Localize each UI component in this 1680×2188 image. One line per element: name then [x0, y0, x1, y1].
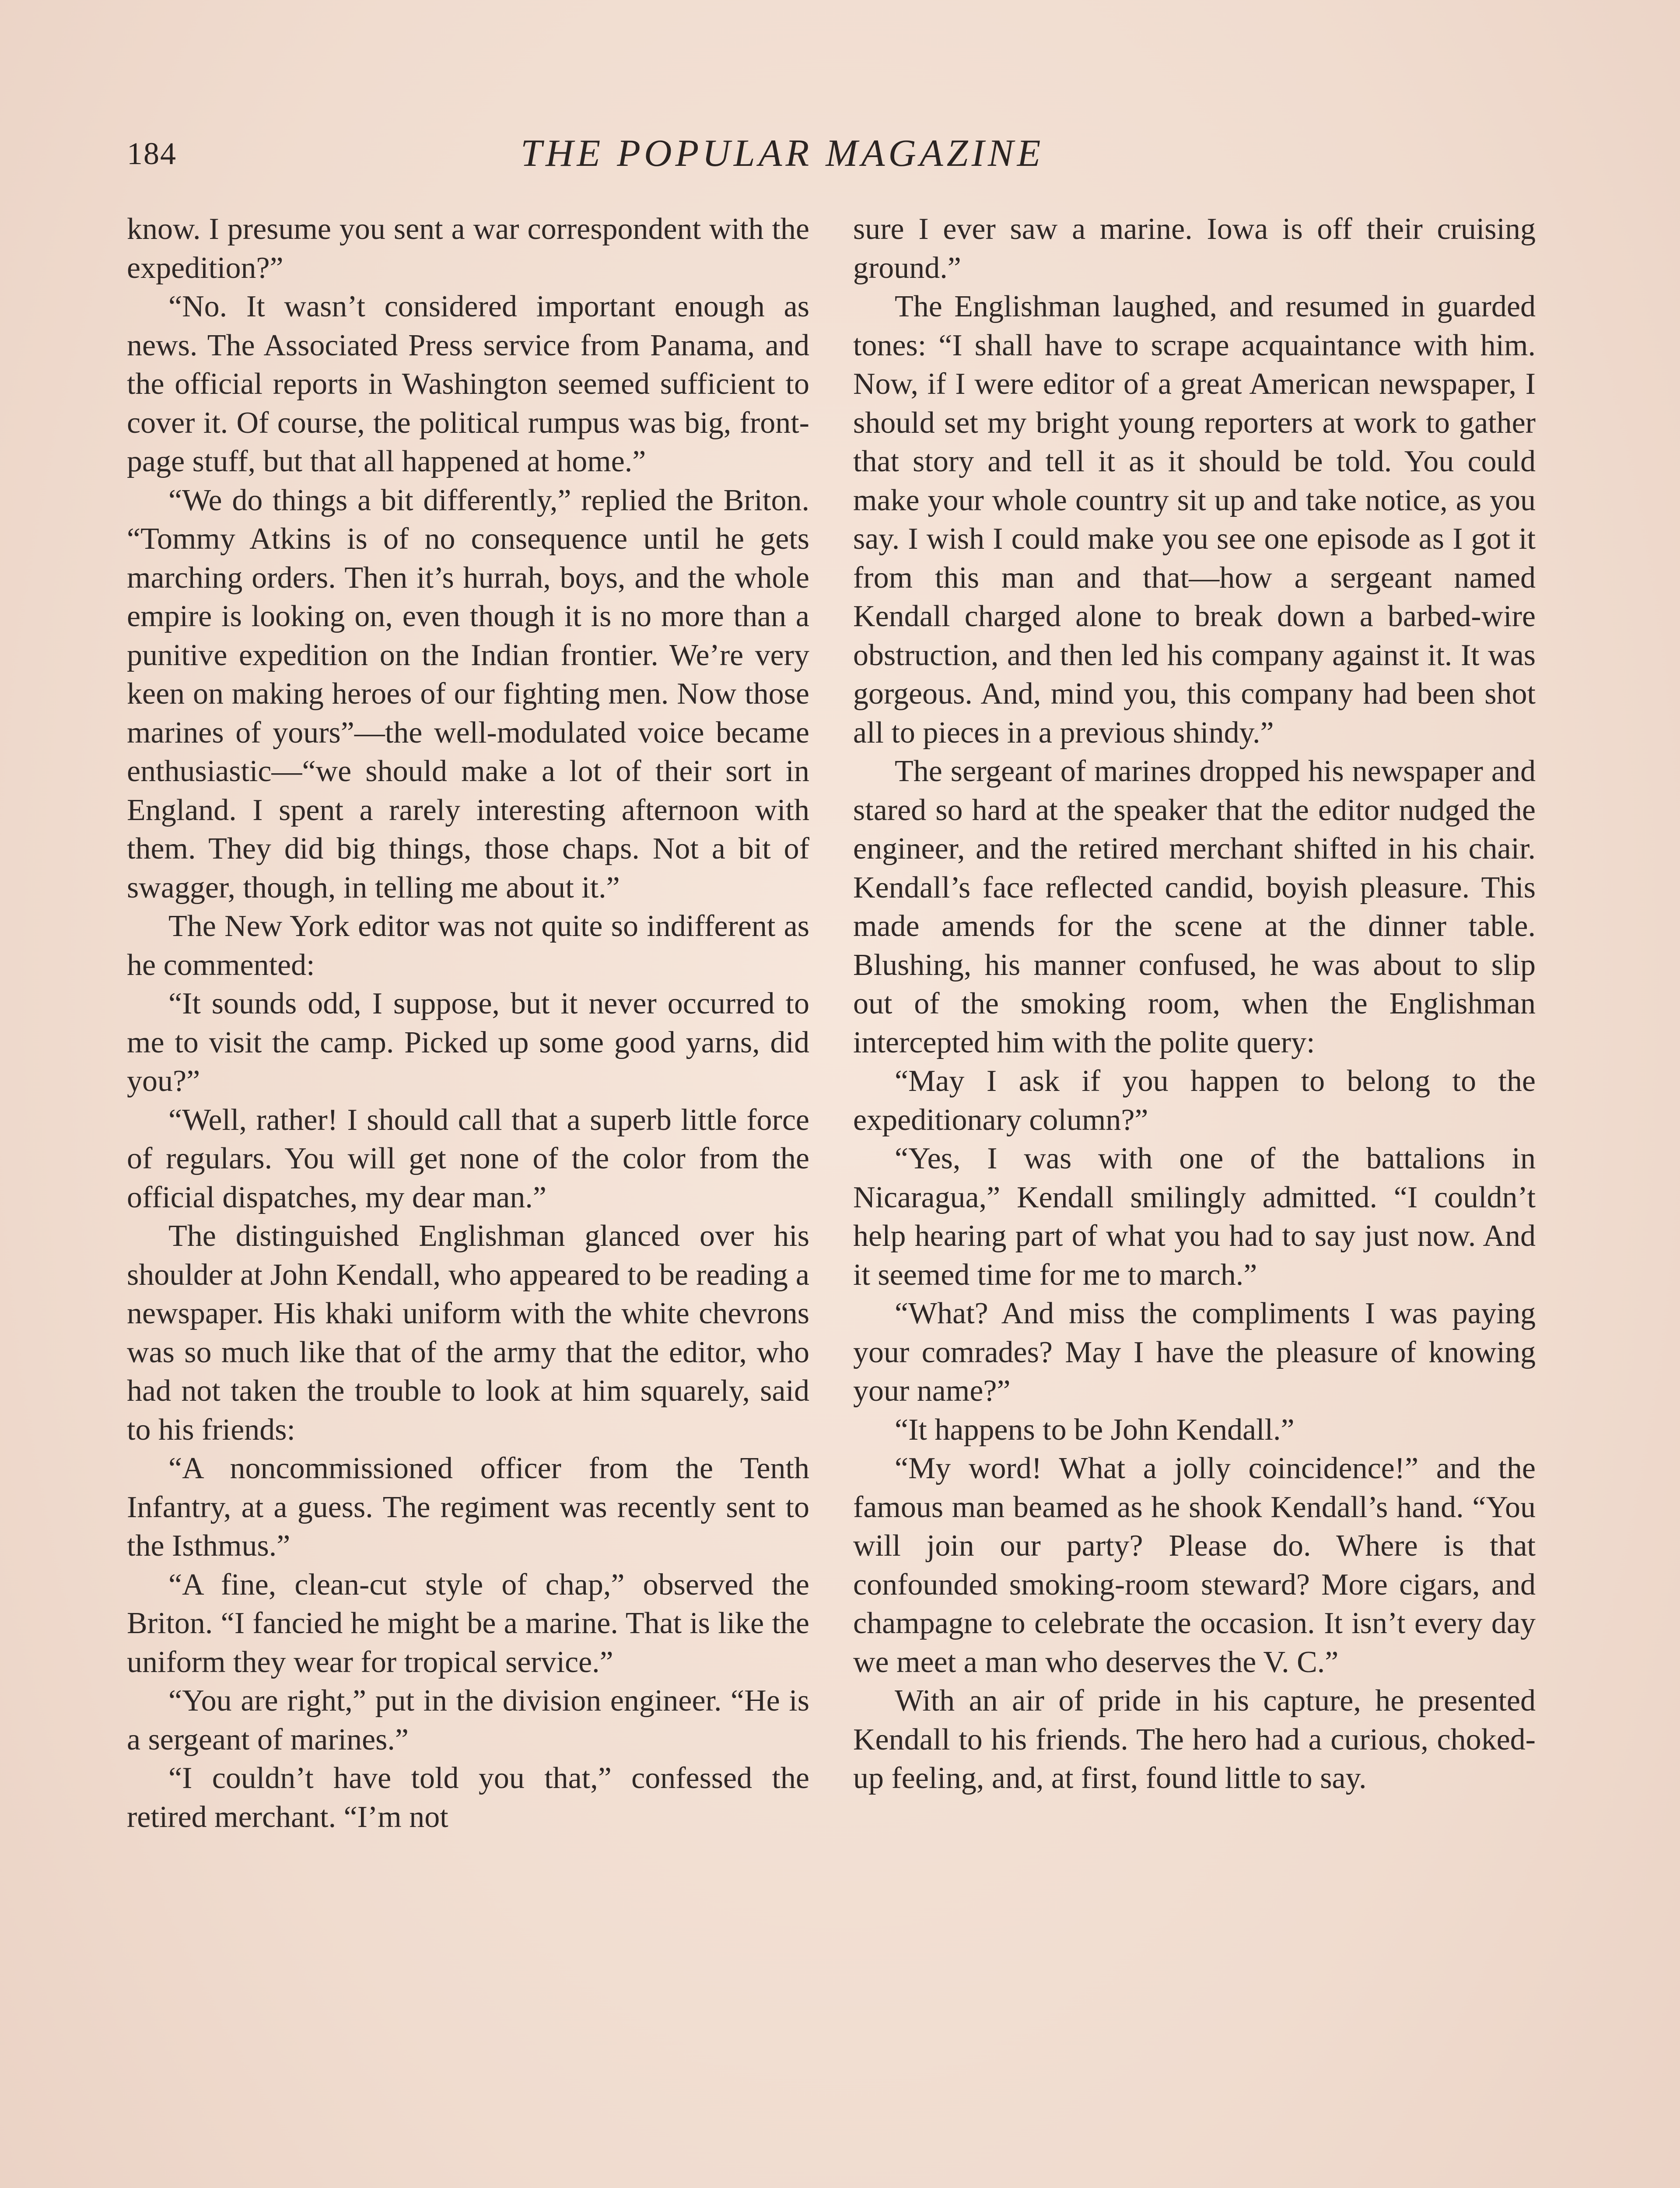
paragraph: “We do things a bit differently,” replied the Briton. “Tommy Atkins is of no consequence until he gets marching orders. Then it’s hurrah, boys, and the whole empire is looking on, even though it is no more than a punitive expedition on the Indian frontier. We’re very keen on making heroes of our fighting men. Now those marines of yours”—the well-modulated voice became enthusiastic—“we should make a lot of their sort in England. I spent a rarely interesting afternoon with them. They did big things, those chaps. Not a bit of swagger, though, in telling me about it.” [127, 483, 809, 905]
paragraph: The sergeant of marines dropped his newspaper and stared so hard at the speaker that the editor nudged the engineer, and the retired merchant shifted in his chair. Kendall’s face reflected candid, boyish pleasure. This made amends for the scene at the dinner table. Blushing, his manner confused, he was about to slip out of the smoking room, when the Englishman intercepted him with the polite query: [853, 754, 1536, 1059]
paragraph: “My word! What a jolly coincidence!” and the famous man beamed as he shook Kendall’s hand. “You will join our party? Please do. Where is that confounded smoking-room steward? More cigars, and champagne to celebrate the occasion. It isn’t every day we meet a man who deserves the V. C.” [853, 1452, 1536, 1679]
paragraph: “May I ask if you happen to belong to the expeditionary column?” [853, 1064, 1536, 1137]
paragraph: “What? And miss the compliments I was paying your comrades? May I have the pleasure of knowing your name?” [853, 1297, 1536, 1408]
paragraph: “It happens to be John Kendall.” [895, 1413, 1295, 1447]
paragraph: With an air of pride in his capture, he presented Kendall to his friends. The hero had a curious, choked-up feeling, and, at first, found little to say. [853, 1684, 1536, 1795]
paragraph: “A noncommissioned officer from the Tenth Infantry, at a guess. The regiment was recently sent to the Isthmus.” [127, 1452, 809, 1563]
paragraph: “Well, rather! I should call that a superb little force of regulars. You will get none of the color from the official dispatches, my dear man.” [127, 1103, 809, 1214]
paragraph: “No. It wasn’t considered important enough as news. The Associated Press service from Panama, and the official reports in Washington seemed sufficient to cover it. Of course, the political rumpus was big, front-page stuff, but that all happened at home.” [127, 290, 809, 478]
text-column-right [853, 210, 1536, 2188]
paragraph: The New York editor was not quite so indifferent as he commented: [127, 909, 809, 982]
running-title: THE POPULAR MAGAZINE [521, 132, 1044, 175]
paragraph: “You are right,” put in the division engineer. “He is a sergeant of marines.” [127, 1684, 809, 1757]
paragraph: “I couldn’t have told you that,” confessed the retired merchant. “I’m not [127, 1761, 809, 1834]
paragraph: sure I ever saw a marine. Iowa is off their cruising ground.” [853, 212, 1536, 285]
paragraph: The distinguished Englishman glanced over his shoulder at John Kendall, who appeared to be reading a newspaper. His khaki uniform with the white chevrons was so much like that of the army that the editor, who had not taken the trouble to look at him squarely, said to his friends: [127, 1219, 809, 1447]
paragraph: “Yes, I was with one of the battalions in Nicaragua,” Kendall smilingly admitted. “I couldn’t help hearing part of what you had to say just now. And it seemed time for me to march.” [853, 1142, 1536, 1292]
paragraph: “A fine, clean-cut style of chap,” observed the Briton. “I fancied he might be a marine. That is like the uniform they wear for tropical service.” [127, 1567, 809, 1679]
paragraph: know. I presume you sent a war correspondent with the expedition?” [127, 212, 809, 285]
paragraph: “It sounds odd, I suppose, but it never occurred to me to visit the camp. Picked up some good yarns, did you?” [127, 987, 809, 1098]
paragraph: The Englishman laughed, and resumed in guarded tones: “I shall have to scrape acquaintance with him. Now, if I were editor of a great American newspaper, I should set my bright young reporters at work to gather that story and tell it as it should be told. You could make your whole country sit up and take notice, as you say. I wish I could make you see one episode as I got it from this man and that—how a sergeant named Kendall charged alone to break down a barbed-wire obstruction, and then led his company against it. It was gorgeous. And, mind you, this company had been shot all to pieces in a previous shindy.” [853, 290, 1536, 750]
text-column-left [127, 210, 809, 2188]
page-header [127, 131, 1527, 184]
page-number: 184 [127, 136, 177, 171]
